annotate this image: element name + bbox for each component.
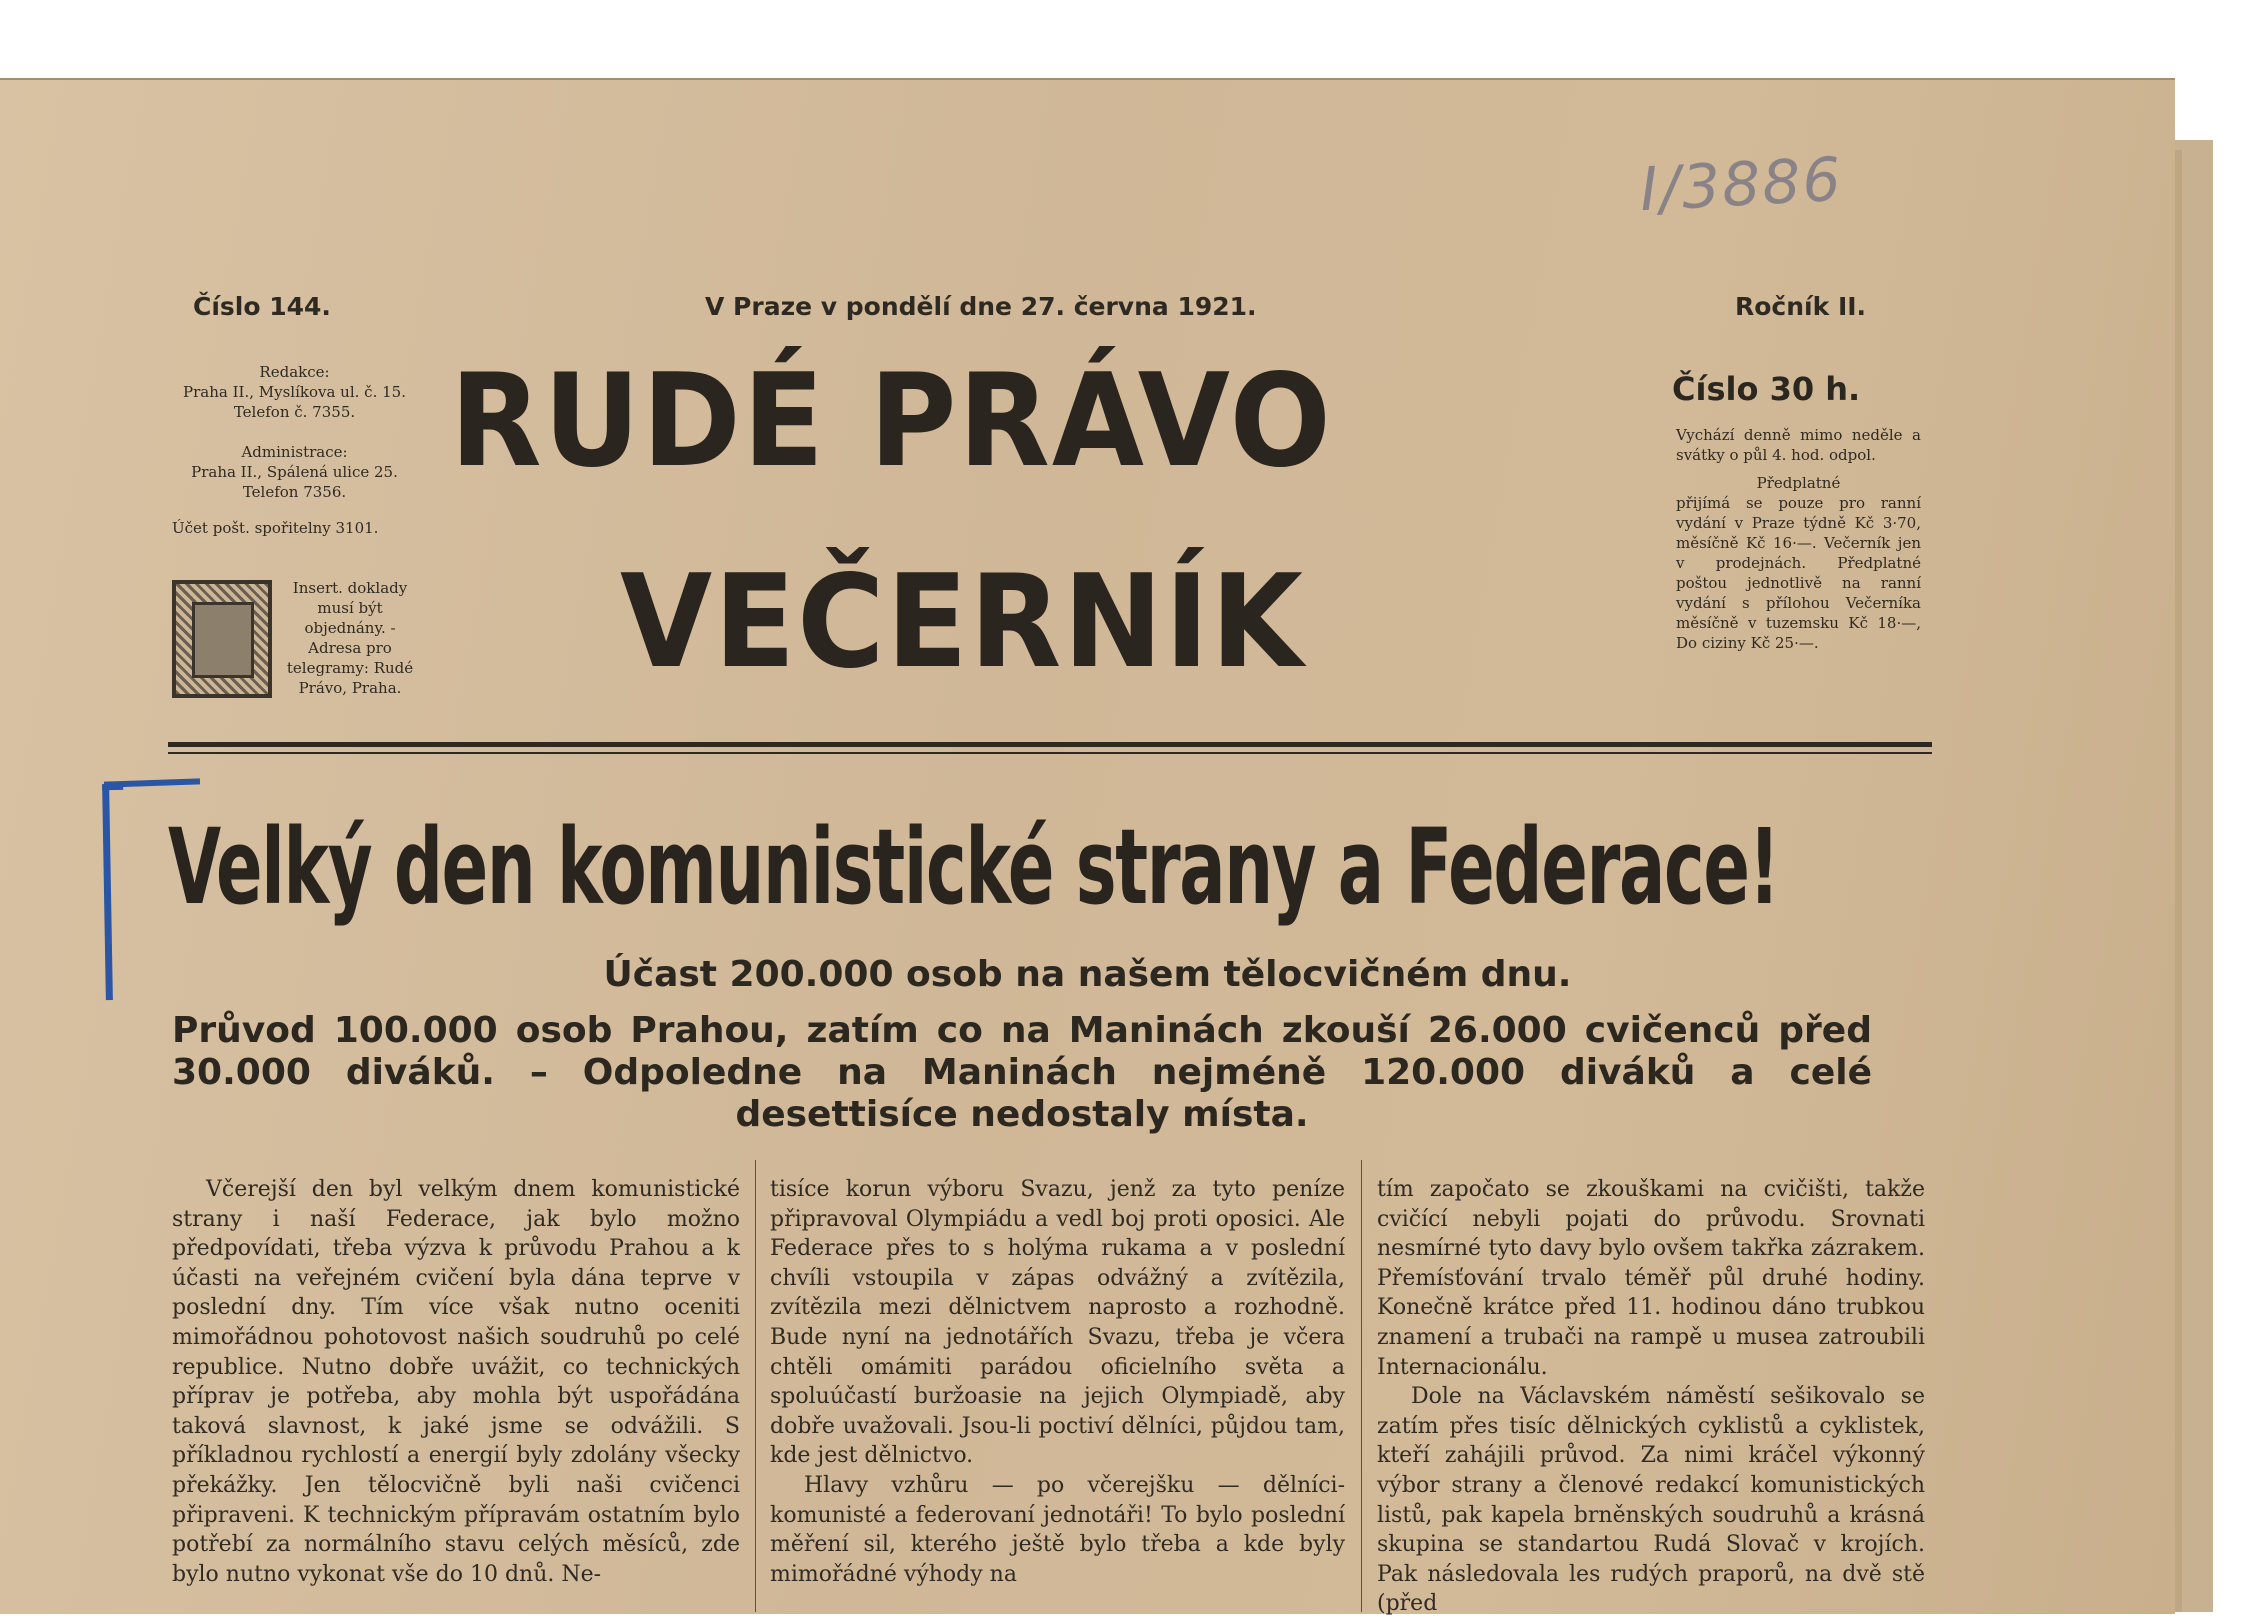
- column-divider-1: [755, 1160, 756, 1612]
- masthead-subtitle: VEČERNÍK: [620, 548, 1305, 697]
- redakce-title: Redakce:: [259, 363, 330, 381]
- subheadline-attendance: Účast 200.000 osob na našem tělocvičném dnu.: [603, 954, 1572, 995]
- issue-number: Číslo 144.: [193, 292, 331, 321]
- subscription-text: přijímá se pouze pro ranní vydání v Praze týdně Kč 3·70, měsíčně Kč 16·—. Večerník jen v prodejnách. Předplatné poštou jednotlivě na ranní vydání s přílohou Večerníka měsíčně v tuzemsku Kč 18·—, Do ciziny Kč 25·—.: [1676, 494, 1921, 652]
- article-paragraph: Včerejší den byl velkým dnem komunistické strany i naší Federace, jak bylo možno předpovídati, třeba výzva k průvodu Prahou a k účasti na veřejném cvičení byla dána teprve v poslední dny. Tím více však nutno oceniti mimořádnou pohotovost našich soudruhů po celé republice. Nutno dobře uvážit, co technických příprav je potřeba, aby mohla být uspořádána taková slavnost, k jaké jsme se odvážili. S příkladnou rychlostí a energií byly zdolány všecky překážky. Jen tělocvičně byli naši cvičenci připraveni. K technickým přípravám ostatním bylo potřebí za normálního stavu celých měsíců, zde bylo nutno vykonat vše do 10 dnů. Ne-: [172, 1177, 740, 1587]
- volume-number: Ročník II.: [1735, 292, 1867, 321]
- postal-account: Účet pošt. spořitelny 3101.: [172, 519, 379, 537]
- subheadline-procession: Průvod 100.000 osob Prahou, zatím co na Maninách zkouší 26.000 cvičenců před 30.000 diváků. – Odpoledne na Maninách nejméně 120.000 diváků a celé desettisíce nedostaly místa.: [172, 1010, 1872, 1135]
- redakce-phone: Telefon č. 7355.: [233, 403, 356, 421]
- article-column-1: [172, 1175, 740, 1589]
- price: Číslo 30 h.: [1672, 370, 1861, 408]
- left-info-box: [172, 362, 417, 538]
- subscription-title: Předplatné: [1756, 474, 1841, 492]
- masthead-title: RUDÉ PRÁVO: [450, 347, 1333, 496]
- redakce-address: Praha II., Myslíkova ul. č. 15.: [183, 383, 406, 401]
- archive-handwritten-mark: I/3886: [1638, 144, 1845, 226]
- administrace-title: Administrace:: [241, 443, 348, 461]
- seal-stamp-icon: [172, 580, 272, 698]
- article-column-3: [1377, 1175, 1925, 1619]
- administrace-phone: Telefon 7356.: [242, 483, 347, 501]
- article-paragraph: Hlavy vzhůru — po včerejšku — dělníci-komunisté a federovaní jednotáři! To bylo poslední měření sil, kterého ještě bylo třeba a kde byly mimořádné výhody na: [770, 1472, 1345, 1587]
- issue-date: V Praze v pondělí dne 27. června 1921.: [705, 292, 1257, 321]
- main-headline: Velký den komunistické strany a Federace!: [168, 806, 1779, 928]
- publishing-info: Vychází denně mimo neděle a svátky o půl 4. hod. odpol.: [1676, 426, 1921, 464]
- article-paragraph: Dole na Václavském náměstí sešikovalo se zatím přes tisíc dělnických cyklistů a cyklistek, kteří zahájili průvod. Za nimi kráčel výkonný výbor strany a členové redakcí komunistických listů, pak kapela brněnských soudruhů a krásná skupina se standartou Rudá Slovač v krojích. Pak následovala les rudých praporů, na dvě stě (před: [1377, 1384, 1925, 1617]
- article-paragraph: tím započato se zkouškami na cvičišti, takže cvičící nebyli pojati do průvodu. Srovnati nesmírné tyto davy bylo ovšem takřka zázrakem. Přemísťování trvalo téměř půl druhé hodiny. Konečně krátce před 11. hodinou dáno trubkou znamení a trubači na rampě u musea zatroubili Internacionálu.: [1377, 1177, 1925, 1380]
- article-paragraph: tisíce korun výboru Svazu, jenž za tyto peníze připravoval Olympiádu a vedl boj proti oposici. Ale Federace přes to s holýma rukama a v poslední chvíli vstoupila v zápas odvážný a zvítězila, zvítězila mezi dělnictvem naprosto a rozhodně. Bude nyní na jednotářích Svazu, třeba je včera chtěli omámiti parádou oficielního světa a spoluúčastí buržoasie na jejich Olympiadě, aby dobře uvažovali. Jsou-li poctiví dělníci, půjdou tam, kde jest dělnictvo.: [770, 1177, 1345, 1469]
- right-info-box: [1676, 425, 1921, 653]
- masthead-rule-thin: [168, 752, 1932, 754]
- column-divider-2: [1361, 1160, 1362, 1612]
- administrace-address: Praha II., Spálená ulice 25.: [191, 463, 398, 481]
- masthead-rule-thick: [168, 742, 1932, 747]
- insert-note: Insert. doklady musí být objednány. - Adresa pro telegramy: Rudé Právo, Praha.: [286, 579, 414, 697]
- article-column-2: [770, 1175, 1345, 1589]
